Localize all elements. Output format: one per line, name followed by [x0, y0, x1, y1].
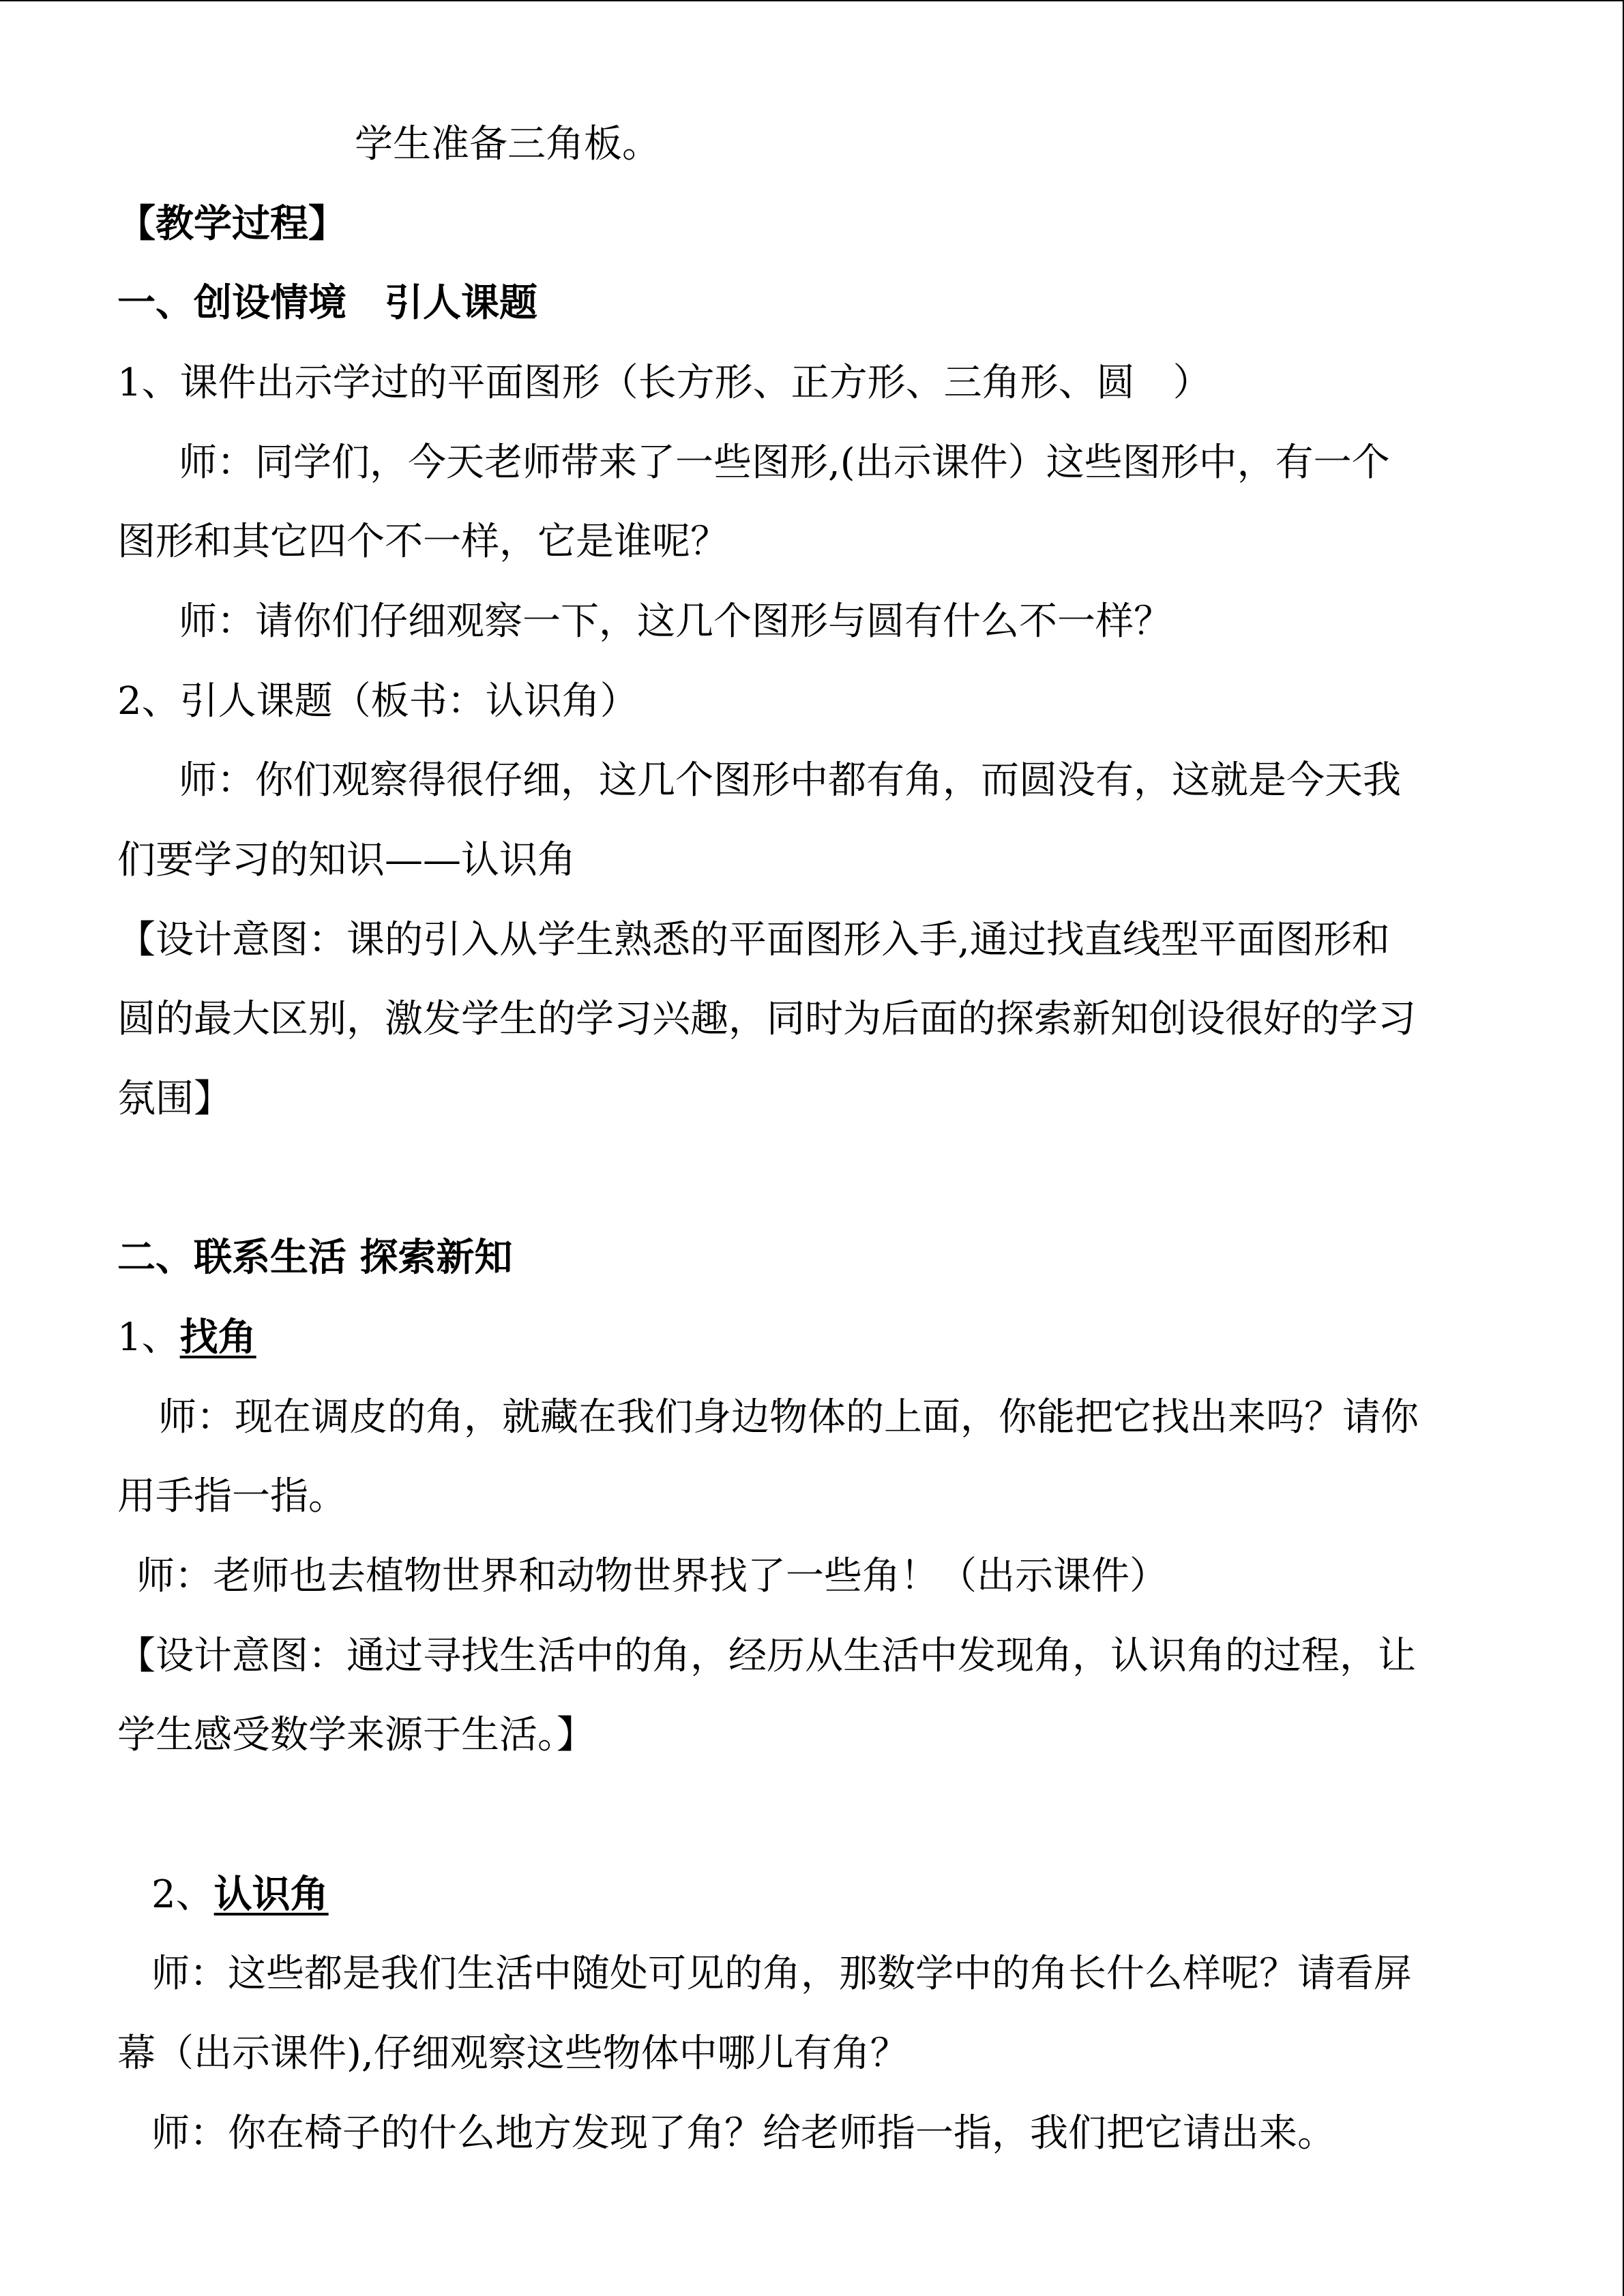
design-intent-line: 氛围】: [117, 1077, 232, 1121]
paragraph-line: 师：现在调皮的角，就藏在我们身边物体的上面，你能把它找出来吗？请你: [158, 1395, 1419, 1440]
subheading-title: 找角: [179, 1315, 256, 1360]
paragraph-line: 幕（出示课件),仔细观察这些物体中哪儿有角？: [117, 2031, 909, 2076]
design-intent-line: 【设计意图：通过寻找生活中的角，经历从生活中发现角，认识角的过程，让: [117, 1634, 1416, 1678]
subheading-find-angle: [117, 1314, 256, 1362]
paragraph-line: 师：老师也去植物世界和动物世界找了一些角！（出示课件）: [136, 1554, 1168, 1598]
paragraph-line: 们要学习的知识——认识角: [117, 838, 576, 882]
paragraph-line: 2、引人课题（板书：认识角）: [117, 679, 638, 724]
paragraph-line: 师：你们观察得很仔细，这几个图形中都有角，而圆没有，这就是今天我: [179, 758, 1401, 803]
heading-part-one: 一、创设情境 引人课题: [117, 281, 537, 325]
section-heading-teaching-process: 【教学过程】: [117, 202, 346, 246]
subheading-number: 1、: [117, 1315, 180, 1360]
paragraph-line: 师：这些都是我们生活中随处可见的角，那数学中的角长什么样呢？请看屏: [151, 1952, 1412, 1996]
paragraph-line: 用手指一指。: [117, 1474, 346, 1519]
design-intent-line: 【设计意图：课的引入从学生熟悉的平面图形入手,通过找直线型平面图形和: [117, 918, 1390, 962]
paragraph-line: 图形和其它四个不一样，它是谁呢？: [117, 520, 728, 564]
design-intent-line: 学生感受数学来源于生活。】: [117, 1713, 595, 1757]
paragraph-line: 师：请你们仔细观察一下，这几个图形与圆有什么不一样？: [179, 599, 1172, 644]
paragraph-line: 师：你在椅子的什么地方发现了角？给老师指一指，我们把它请出来。: [151, 2111, 1335, 2156]
subheading-title: 认识角: [213, 1873, 329, 1917]
design-intent-line: 圆的最大区别，激发学生的学习兴趣，同时为后面的探索新知创设很好的学习: [117, 997, 1416, 1041]
subheading-number: 2、: [151, 1873, 214, 1917]
subheading-know-angle: [151, 1871, 329, 1919]
heading-part-two: 二、联系生活 探索新知: [117, 1236, 513, 1280]
paragraph-line: 1、课件出示学过的平面图形（长方形、正方形、三角形、圆 ）: [117, 361, 1211, 405]
paragraph-line: 师：同学们，今天老师带来了一些图形,(出示课件）这些图形中，有一个: [179, 441, 1390, 485]
materials-line: 学生准备三角板。: [355, 122, 660, 166]
